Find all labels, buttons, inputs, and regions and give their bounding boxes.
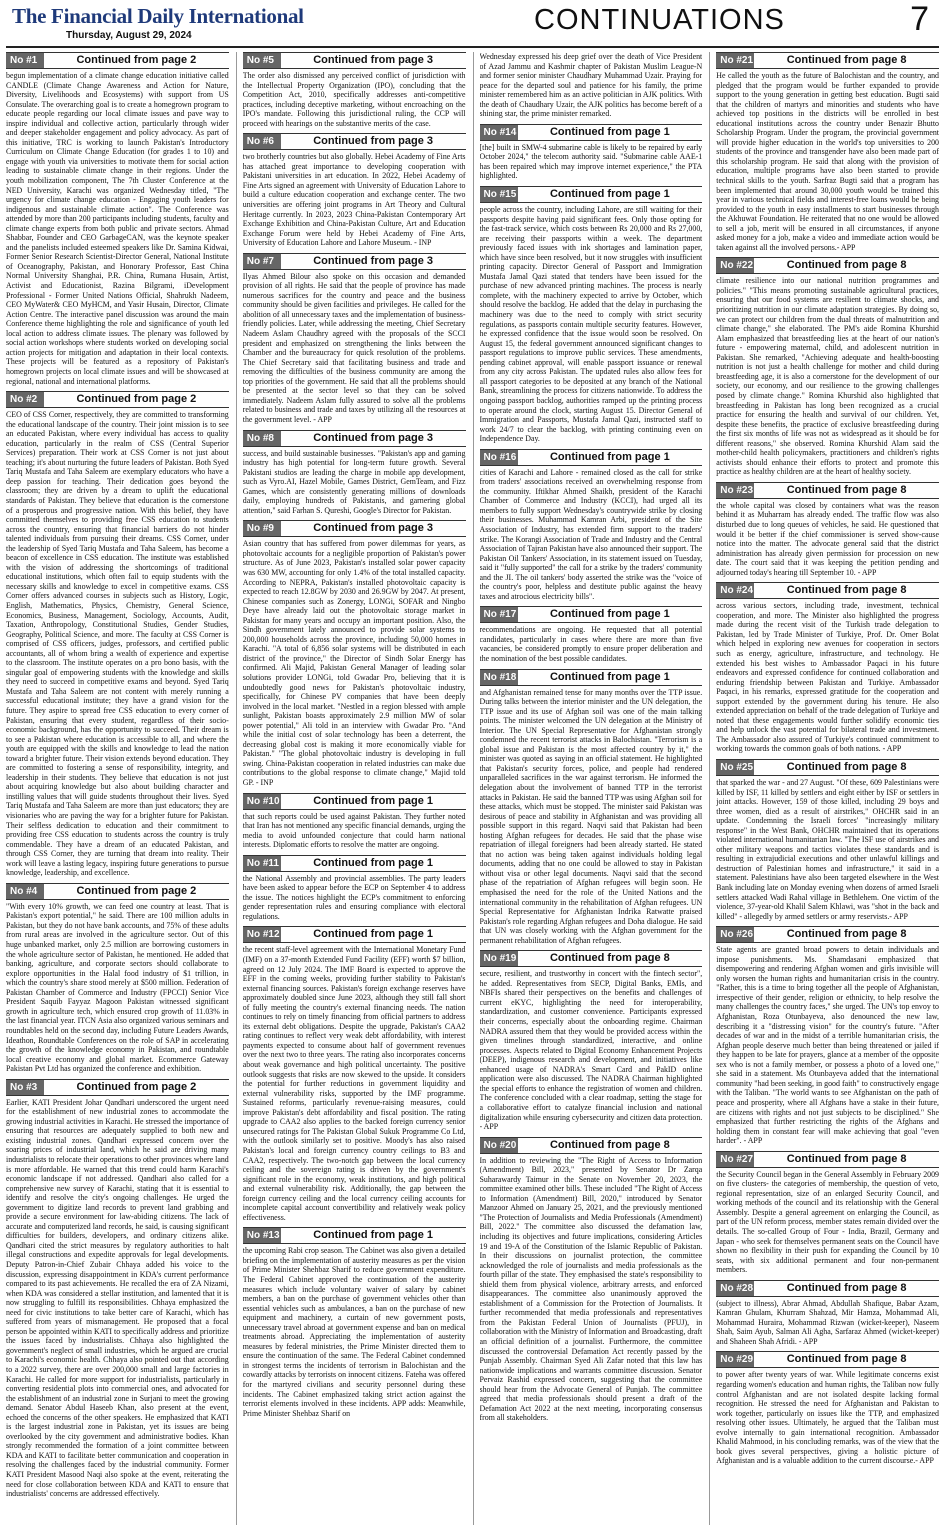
continuation-label: Continued from page 3 [313,254,434,267]
continued-article [243,133,466,247]
article-body: "With every 10% growth, we can feed one country at least. That is Pakistan's export potential," he said. There are 100 million adults in Pakistan, but they do not have bank accounts, and 75% of these adults from rural areas are involved in the agriculture sector. Out of this huge unbanked market, only 2.5 million are borrowing customers in the whole agriculture sector of Pakistan, he mentioned. He added that banking, agriculture, and corporate sectors should collaborate to explore opportunities in the Halal food industry of $1 trillion, in which the country's share stood merely at $500 million. Federation of Pakistan Chamber of Commerce and Industry (FPCCI) Senior Vice President Saquib Fayyaz Magoon Pakistan witnessed significant growth in agriculture tech, which ensured crop growth of 11.03% in the last financial year. ITCN Asia also organized various seminars and roundtables held on the second day, including Future Leaders Awards, Ideathon, Roundtable Conferences on the role of SAP in accelerating the growth of the knowledge economy in Pakistan, and roundtable local creative economy and global market. Ecommerce Gateway Pakistan Pvt Ltd has organized the conference and exhibition. [6,901,229,1074]
continuation-label: Continued from page 3 [313,135,434,148]
continuation-label: Continued from page 2 [76,393,197,406]
article-body: and Afghanistan remained tense for many months over the TTP issue. During talks between the interior minister and the UN delegation, the TTP issue and its use of Afghan soil was one of the main talking points. The minister welcomed the UN delegation at the Ministry of Interior. The UN Special Representative for Afghanistan strongly condemned the recent terrorist attacks in Balochistan. "Terrorism is a global issue and Pakistan is the most affected country by it," the minister was quoted as saying in an official statement. He highlighted that Pakistan's security forces, police, and people had rendered unparalleled sacrifices in the war against terrorism. He informed the delegation about the involvement of banned TTP in the terrorist attacks in Pakistan. He said the banned TTP was using Afghan soil for these attacks, which must be stopped. The minister said Pakistan was desirous of peace and stability in Afghanistan and was providing all possible support in this regard. Naqvi said that Pakistan had been hosting Afghan refugees for decades. He said that the phase wise repatriation of illegal foreigners had been already started. He stated that no action was being taken against individuals holding legal documents, adding that no one could be allowed to stay in Pakistan without visa or other legal documents. Naqvi said that the second phase of the repatriation of Afghan refugees will begin soon. He emphasised the need for the role of the United Nations and the international community in the rehabilitation of Afghan refugees. UN Special Representative for Afghanistan Indrika Ratwatte praised Pakistan's role regarding Afghan refugees and Doha dialogue. He said that UN was closely working with the Afghan government for the permanent rehabilitation of Afghan refugees. [479,687,703,945]
article-body: across various sectors, including trade, investment, technical cooperation, and more. The Minister also highlighted the progress made during the recent visit of the Turkish trade delegation to Pakistan, led by Trade Minister of Turkiye, Prof. Dr. Omer Bolat which helped in exploring new avenues for cooperation in sectors such as energy, agriculture, infrastructure, and technology. He extended his best wishes to Ambassador Paqaci in his future endeavors and expressed confidence for continued collaboration and enduring friendship between Pakistan and Turkiye. Ambassador Paqaci, in his remarks, expressed gratitude for the cooperation and support extended by the government during his tenure. He also extended appreciation on behalf of the trade delegation of Turkiye and noted that these engagements would further solidify economic ties and help unlock the vast potential for bilateral trade and investment. The Ambassador also assured of Turkiye's continued commitment to working towards the common goals of both nations. - APP [716,601,939,754]
continued-article [243,1227,466,1418]
continuation-header [243,430,466,447]
continuation-header [6,52,229,69]
continuation-label: Continued from page 1 [549,608,670,621]
continuation-label: Continued from page 3 [313,431,434,444]
continuation-header [6,883,229,900]
article-body: In addition to reviewing the "The Right of Access to Information (Amendment) Bill, 2023," presented by Senator Dr Zarqa Suharawardy Taimur in the Senate on November 20, 2023, the committee examined other bills. These included "The Right of Access to Information (Amendment) Bill, 2020," introduced by Senator Manzoor Ahmed on January 25, 2021, and the previously mentioned "The Protection of Journalists and Media Professionals (Amendment) Bill, 2022." The committee also discussed the defamation law, including its objectives and future implications, considering Articles 19 and 19-A of the Constitution of the Islamic Republic of Pakistan. In their discussions on journalist protection, the committee acknowledged the role of journalists and media professionals as the fourth pillar of the state. They emphasised the state's responsibility to shield them from physical violence, arbitrary arrests, and enforced disappearances. The committee also unanimously approved the establishment of a Commission for the Protection of Journalists. It further recommended that media professionals and representatives from the Pakistan Federal Union of Journalists (PFUJ), in collaboration with the Ministry of Information and Broadcasting, draft an official definition of a journalist. Furthermore, the committee discussed the controversial Defamation Act recently passed by the Punjab Assembly. Chairman Syed Ali Zafar noted that this law has nationwide implications and warrants committee discussion. Senator Pervaiz Rashid expressed concern, suggesting that the committee should hear from the Advocate General of Punjab. The committee agreed that media professionals should present a draft of the Defamation Act 2022 at the next meeting, incorporating consensus from all stakeholders. [479,1155,703,1423]
continuation-label: Continued from page 1 [549,450,670,463]
continuation-number: No #26 [716,927,754,942]
continuation-number: No #18 [480,670,518,685]
continuation-number: No #23 [716,483,754,498]
continued-article [480,124,703,181]
continuation-header [716,926,939,943]
continuation-number: No #24 [716,583,754,598]
continued-article [716,257,939,476]
continuation-label: Continued from page 3 [313,522,434,535]
continued-article [480,950,703,1131]
article-body: CEO of CSS Corner, respectively, they are committed to transforming the educational landscape of the country. Their joint mission is to see an educated Pakistan, where every individual has access to quality education, particularly in the realm of CSS (Central Superior Services) preparation. Their work at CSS Corner is not just about teaching; it's about nurturing the future leaders of Pakistan. Both Syed Tariq Mustafa and Taha Saleem are exemplary educators who have a deep passion for teaching. Their dedication goes beyond the classroom; they are driven by a dream to uplift the educational standards of Pakistan. They believe that education is the cornerstone of a prosperous and progressive nation. With this belief, they have committed themselves to providing free CSS education to students across the country, ensuring that financial barriers do not hinder talented individuals from pursuing their dreams. CSS Corner, under the leadership of Syed Tariq Mustafa and Taha Saleem, has become a beacon of excellence in CSS education. The institute was established with the vision of addressing the shortcomings of traditional educational institutions, which often fail to equip students with the necessary skills and knowledge to excel in competitive exams. CSS Corner offers advanced courses in subjects such as History, Logic, English, Mathematics, Physics, Chemistry, General Science, Economics, Business, Management, Sociology, Accounts, Audit, Taxation, Anthropology, Constitutional Studies, Gender Studies, Geography, Political Science, and more. The faculty at CSS Corner is comprised of CSS officers, judges, professors, and certified public accountants, all of whom bring a wealth of experience and expertise to the classroom. The institute operates on a pro bono basis, with the singular goal of empowering students with the knowledge and skills they need to succeed in competitive exams and beyond. Syed Tariq Mustafa and Taha Saleem are not content with merely running a successful educational institute; they have a grand vision for the future. They aspire to spread free CSS education to every corner of Pakistan, ensuring that every student, regardless of their socio-economic background, has the opportunity to succeed. Their dream is to see a Pakistan where education is accessible to all, and where the youth are equipped with the skills and knowledge to lead the nation toward a brighter future. Their vision extends beyond education. They are committed to fostering a sense of responsibility, integrity, and leadership in their students. They believe that education is not just about acquiring knowledge but also about building character and instilling values that will guide students throughout their lives. Syed Tariq Mustafa and Taha Saleem are more than just educators; they are visionaries who are paving the way for a brighter future for Pakistan. Their selfless dedication to education and their commitment to providing free CSS education to students across the country is truly commendable. They have a dream of an educated Pakistan, and through CSS Corner, they are turning that dream into reality. Their work will leave a lasting legacy, inspiring future generations to pursue knowledge, leadership, and excellence. [6,410,229,878]
continuation-header [243,926,466,943]
news-column [236,52,466,1525]
continued-article [6,52,229,386]
continuation-number: No #9 [243,521,281,536]
continuation-label: Continued from page 8 [786,1152,907,1165]
continuation-number: No #2 [6,392,44,407]
continuation-header [243,52,466,69]
continuation-label: Continued from page 2 [76,884,197,897]
continuation-number: No #3 [6,1080,44,1095]
article-body: the upcoming Rabi crop season. The Cabinet was also given a detailed briefing on the implementation of austerity measures as per the vision of Prime Minister Shehbaz Sharif to reduce government expenditure. The Federal Cabinet approved the continuation of the austerity measures which include voluntary waiver of salary by cabinet members, a ban on the purchase of government vehicles other than essential vehicles such as ambulances, a ban on the purchase of new equipment and machinery, a curtain of new government posts, unnecessary travel abroad at government expense and ban on medical treatments abroad. Appreciating the implementation of austerity measures by federal ministries, the Prime Minister directed them to ensure the continuation of the same. The Federal Cabinet condemned in strongest terms the incidents of terrorism in Balochistan and the cowardly attacks by terrorists on innocent citizens. Fateha was offered for the martyred civilians and security personnel during these incidents. The Cabinet emphasized taking strict action against the terrorist elements involved in these incidents. APP adds: Meanwhile, Prime Minister Shehbaz Sharif on [242,1246,466,1418]
continuation-header [716,482,939,499]
news-column [473,52,703,1525]
continued-article [716,1151,939,1275]
continued-article [480,449,703,602]
page-number: 7 [910,0,929,38]
article-body: (subject to illness), Abrar Ahmad, Abdullah Shafique, Babar Azam, Kamran Ghulam, Khurram Shahzad, Mir Hamza, Mohammad Ali, Mohammad Huraira, Mohammad Rizwan (wicket-keeper), Naseem Shah, Saim Ayub, Salman Ali Agha, Sarfaraz Ahmed (wicket-keeper) and Shaheen Shah Afridi. - APP [716,1298,939,1346]
continuation-label: Continued from page 3 [313,54,434,66]
continuation-label: Continued from page 8 [786,259,907,272]
continued-article [243,253,466,425]
article-body: people across the country, including Lahore, are still waiting for their passports despite having paid significant fees. Only those opting for the fast-track service, which costs between Rs 20,000 and Rs 27,000, are receiving their passports within a week. The department previously faced issues with ink shortages and lamination paper, which have since been resolved, but it now struggles with insufficient printing capacity. Director General of Passport and Immigration Mustafa Jamal Qazi stated that tenders have been issued for the purchase of new advanced printing machines. The process is nearly complete, with the machinery expected to arrive by October, which should resolve the backlog. He added that the delay in purchasing the machinery was due to the need to comply with strict security regulations, as passports contain multiple security features. However, he expressed confidence that the issue would soon be resolved. On August 15, the federal government announced significant changes to passport regulations to improve public services. These amendments, pending cabinet approval, will enable passport issuance or renewal from any city across Pakistan. The updated rules also allow fees for all passport categories to be deposited at any branch of the National Bank, streamlining the process for citizens nationwide. To address the ongoing passport backlog, authorities ramped up the printing process to operate around the clock, starting August 15. Director General of Immigration and Passports, Mustafa Jamal Qazi, instructed staff to work 24/7 to clear the backlog, with printing continuing even on Independence Day. [479,205,703,444]
continuation-label: Continued from page 1 [549,670,670,683]
continuation-header [480,669,703,686]
continued-article [480,606,703,663]
continuation-label: Continued from page 1 [549,125,670,138]
article-body: to power after twenty years of war. While legitimate concerns exist regarding women's education and human rights, the Taliban now fully control Afghanistan and are not isolated despite lacking formal recognition. He stressed the need for Afghanistan and Pakistan to work together, particularly on issues like the TTP, and emphasized resolving other issues. Ultimately, he argued that the Taliban must evolve internally to gain international recognition. Ambassador Khalid Mahmood, in his concluding remarks, was of the view that the book gives several perspectives, giving a holistic picture of Afghanistan and is a valuable addition to the current discourse.- APP [716,1370,939,1466]
continuation-number: No #15 [480,187,518,202]
continued-article [716,926,939,1145]
article-body: begun implementation of a climate change education initiative called CANDLE (Climate Change Awareness and Action for Nature, Diversity, Livelihoods and Ecosystems) with support from US Consulate. The overarching goal is to create a homegrown program to educate people regarding our local climate issues and pave way to inspire individual and collective action, particularly through wider and deeper stakeholder engagement and policy advocacy. As part of this initiative, TRC is working to launch Pakistan's Introductory Curriculum on Climate Change Education (for grades 1 to 10) and engage with youth via universities to motivate them for social action leading to sustainable climate change in their regions. Under the youth mobilization component, The 7th Cluster Conference at the NED University, Karachi was organized Wednesday titled, "The urgency for climate change education - Engaging youth leaders for indigenous and sustainable climate action". The Conference was attended by more than 200 participants including students, faculty and climate change experts from both public and private sectors. Ahmad Shabbar, Founder and CEO GarbageCAN, was the keynote speaker and the panelists included esteemed speakers like Dr. Samina Kidwai, Former Senior Research Scientist-Director General, National Institute of Oceanography, Pakistan, and Honorary Professor, East China Normal University Shanghai, P.R. China, Rumana Husain, Artist, Activist and Educationist, Razina Bilgrami, iDevelopment Professional - Former United Nations Official, Shahrukh Nadeem, CEO MyWater& CEO MyHCM, and Yasir Husain, Director, Climate Action Centre. The interactive panel discussion was around the main Conference theme highlighting the role and significance of youth led local action to address climate issues. The plenary was followed by social action workshops where students worked on developing social action projects for mitigation and adaptation in their local contexts. These projects will be featured as a repository of Pakistan's homegrown projects on local climate issues and will be showcased at regional, national and international platforms. [6,71,229,386]
continuation-number: No #6 [243,134,281,149]
continuation-header [6,391,229,408]
article-body: recommendations are ongoing. He requested that all potential candidates, particularly in cases where there are more than five vacancies, be considered promptly to ensure proper deliberation and the nomination of the best possible candidates. [479,625,703,663]
continued-article [243,520,466,787]
news-column [709,52,939,1525]
continuation-header [716,1280,939,1297]
continuation-number: No #13 [243,1228,281,1243]
continuation-header [480,186,703,203]
continuation-number: No #28 [716,1281,754,1296]
continued-article [243,430,466,516]
continuation-number: No #20 [480,1138,518,1153]
continuation-header [243,793,466,810]
continued-article [480,52,703,119]
continuation-label: Continued from page 2 [76,54,197,66]
article-body: the Security Council began in the General Assembly in February 2009 on five clusters- the categories of membership, the question of veto, regional representation, size of an enlarged Security Council, and working methods of the council and its relationship with the General Assembly. Despite a general agreement on enlarging the Council, as part of the UN reform process, member states remain divided over the details. The so-called Group of Four - India, Brazil, Germany and Japan - who seek for themselves permanent seats on the Council have shown no flexibility in their push for expanding the Council by 10 seats, with six additional permanent and four non-permanent members. [716,1169,939,1275]
paper-name: The Financial Daily International [12,4,304,28]
continuation-number: No #14 [480,125,518,140]
continuation-number: No #19 [480,951,518,966]
continuation-number: No #7 [243,254,281,269]
continuation-label: Continued from page 8 [786,1281,907,1294]
article-body: the National Assembly and provincial assemblies. The party leaders have been asked to appear before the ECP on September 4 to address the issue. The notices highlight the ECP's commitment to enforcing gender representation rules and ensuring compliance with electoral regulations. [242,873,466,921]
continuation-header [716,759,939,776]
masthead [6,0,939,48]
continuation-label: Continued from page 1 [313,856,434,869]
continuation-number: No #21 [716,53,754,68]
continued-article [243,52,466,128]
continued-article [6,883,229,1074]
continuation-label: Continued from page 1 [313,794,434,807]
article-body: that sparked the war - and 27 August. "Of these, 609 Palestinians were killed by ISF, 11 killed by settlers and eight either by ISF or settlers in joint attacks. However, 159 of those killed, including 29 boys and three women, died as a result of airstrikes," OHCHR said in an update. Condemning the Israeli forces' "increasingly military response" in the West Bank, OHCHR maintained that its operations violated international humanitarian law. "The ISF use of airstrikes and other military weapons and tactics violates these standards and is resulting in extrajudicial executions and other unlawful killings and destruction of Palestinian homes and infrastructure," it said in a statement. Palestinians have also been targeted elsewhere in the West Bank including late on Monday evening when dozens of armed Israeli settlers attacked Wadi Rahal village in Bethlehem. One victim of the violence, 37-year-old Khalil Salem Khlawi, was "shot in the back and killed" - allegedly by armed settlers or army reservists.- APP [716,778,939,921]
article-body: Asian country that has suffered from power dilemmas for years, as photovoltaic accounts for a negligible proportion of Pakistan's power structure. As of June 2023, Pakistan's installed solar power capacity was 630 MW, accounting for only 1.4% of the total installed capacity. According to NEPRA, Pakistan's installed photovoltaic capacity is expected to reach 12.8GW by 2030 and 26.9GW by 2047. At present, Chinese companies such as Zonergy, LONGi, SOFAR and Ningbo Deye have already laid out the photovoltaic storage market in Pakistan for many years and occupy an important position. Also, the Sindh government lately announced to provide solar systems to 200,000 households across the province, including 50,000 homes in Karachi. "A total of 6,856 solar systems will be distributed in each district of the province," the Director of Sindh Solar Energy has confirmed. Ali Majid, Pakistan General Manager of leading solar solutions provider LONGi, told Gwadar Pro, believing that it is undoubtedly good news for Pakistan's photovoltaic industry, specifically, for Chinese PV companies that have been deeply involved in the local market. "Nestled in a region blessed with ample sunlight, Pakistan boasts approximately 2.9 million MW of solar power potential," Ali told in an interview with Gwadar Pro. "And while the initial cost of solar technology has been a deterrent, the decreasing global cost is making it more economically viable for Pakistan." "The global photovoltaic industry is developing in full swing. China-Pakistan cooperation in related industries can make due contributions to the global response to climate change," Majid told GP. - INP [242,539,466,787]
continued-article [480,186,703,444]
continuation-header [716,1151,939,1168]
continued-article [716,759,939,921]
continued-article [716,1280,939,1347]
continuation-number: No #25 [716,760,754,775]
article-body: Earlier, KATI President Johar Qandhari underscored the urgent need for the establishment of new industrial zones to accommodate the growing industrial activities in Karachi. He stressed the importance of ensuring that resources are adequately supplied to both new and existing industrial zones. Qandhari expressed concern over the soaring prices of industrial land, which he said are driving many industrialists to relocate their operations to other provinces where land is more affordable. He warned that this trend could harm Karachi's economic landscape if not addressed. Qandhari also called for a comprehensive new survey of Karachi, stating that it is essential to identify and resolve the city's ongoing challenges. He urged the government to digitize land records to prevent land grabbing and provide a secure environment for law-abiding citizens. The lack of accurate and computerized land records, he said, is causing significant difficulties for builders, developers, and ordinary citizens alike. Qandhari cited the strict measures by regulatory authorities to halt illegal constructions and expedite approvals for legal developments. Deputy Patron-in-Chief Zubair Chhaya added his voice to the discussion, expressing disappointment in KDA's current performance compared to its past achievements. He recalled the era of ZA Nizami, when KDA was considered a stellar institution, and lamented that it is now struggling to fulfill its responsibilities. Chhaya emphasized the need for civic institutions to take better care of Karachi, which has suffered from years of mismanagement. He proposed that a focal person be appointed within KATI to specifically address and prioritize the issues faced by industrialists. Chhaya also highlighted the government's neglect of small industries, which he argued are crucial to Karachi's economic health. Chhaya also pointed out that according to a 2022 survey, there are over 200,000 small and large factories in Karachi. He called for more support for industrialists, particularly in converting residential plots into commercial ones, and advocated for the establishment of an industrial zone in Surjani to meet the growing demand. Senator Abdul Haseeb Khan, also present at the event, echoed the concerns of the other speakers. He emphasized that KATI is the largest industrial zone in Pakistan, yet its issues are being overlooked by the city government and administrative bodies. Khan strongly recommended the formation of a joint committee between KDA and KATI to facilitate better communication and cooperation in resolving the challenges faced by the industrial community. Former KATI President Masood Naqi also spoke at the event, reiterating the need for close collaboration between KDA and KATI to ensure that industrialists' concerns are addressed effectively. [6,1097,229,1499]
continued-article [716,582,939,754]
article-body: [the] built in SMW-4 submarine cable is likely to be repaired by early October 2024," the telecom authority said. "Submarine cable AAE-1 has been repaired which may improve internet experience," the PTA highlighted. [479,142,703,181]
continued-article [716,482,939,577]
continuation-label: Continued from page 8 [549,1138,670,1151]
continuation-header [243,520,466,537]
continued-article [480,669,703,946]
continuation-number: No #11 [243,856,281,871]
continued-article [6,391,229,878]
continuation-header [716,582,939,599]
article-columns [6,52,939,1525]
continued-article [716,52,939,252]
continuation-header [480,606,703,623]
continuation-number: No #4 [6,884,44,899]
article-body: cities of Karachi and Lahore - remained closed as the call for strike from traders' associations received an overwhelming response from the community. Iftikhar Ahmed Shaikh, president of the Karachi Chamber of Commerce and Industry (KCCI), had urged all its members to fully support Wednesday's countrywide strike by closing their businesses. Muhammad Kamran Arbi, president of the Site Association of Industry, has extended firm support to the traders' strike. The Korangi Association of Trade and Industry and the Central Association of Tajran Pakistan have also announced their support. The Pakistan Oil Tankers' Association, in its statement issued on Tuesday, said it "fully supported" the call for a strike by the traders' community and the JI. The oil tankers' body asserted the strike was the "voice of the country's poor, helpless and destitute public against the heavy taxes and atrocious electricity bills". [479,467,703,601]
continued-article [243,855,466,922]
continuation-header [243,133,466,150]
continuation-number: No #22 [716,258,754,273]
continuation-header [6,1079,229,1096]
continuation-label: Continued from page 2 [76,1080,197,1093]
continuation-label: Continued from page 1 [549,188,670,201]
article-body: two brotherly countries but also globally. Hebei Academy of Fine Arts has attached great importance to developing cooperation with Pakistani universities in art education. In 2022, Hebei Academy of Fine Arts signed an agreement with University of Education Lahore to build a culture education cooperation and exchange center. The two universities are offering joint programs in Art Theory and Cultural Heritage currently. In 2023, 2023 China-Pakistan Contemporary Art Exchange Exhibition and China-Pakistan Culture, Art and Education Exchange Forum were held by Hebei Academy of Fine Arts, University of Education Lahore and Lahore Museum. - INP [242,152,466,248]
continuation-number: No #1 [6,53,44,68]
continuation-header [480,449,703,466]
continuation-number: No #12 [243,927,281,942]
continuation-label: Continued from page 8 [786,54,907,66]
continuation-label: Continued from page 1 [313,1229,434,1242]
continuation-header [480,124,703,141]
continued-article [243,926,466,1222]
article-body: climate resilience into our national nutrition programmes and policies." "This means promoting sustainable agricultural practices, ensuring that our food systems are resilient to climate shocks, and prioritizing nutrition in our climate adaptation strategies. By doing so, we can protect our children from the dual threats of malnutrition and climate change," she elaborated. The PM's aide Romina Khurshid Alam emphasized that breastfeeding lies at the heart of our nation's future - empowering maternal, child, and adolescent nutrition in Pakistan. She remarked, "Achieving adequate and health-boosting nutrition is not just a health challenge for mother and child during breastfeeding age, it is also a cornerstone for the development of our society, our economy, and our resilience to the growing challenges posed by climate change." Romina Khurshid also highlighted that breastfeeding in Pakistan has long been recognized as a crucial practice for ensuring the health and survival of our children. Yet, despite these benefits, the practice of exclusive breastfeeding during the first six months of life was not as widespread as it should be for different reasons," she observed. Romina Khurshid Alam said the mother-child health policymakers, practitioners and children's rights activists should enhance their efforts to protect and promote this practice as healthy children are at the heart of healthy society. [716,276,939,477]
continuation-header [480,950,703,967]
continuation-number: No #8 [243,431,281,446]
continuation-number: No #17 [480,607,518,622]
continuation-header [243,1227,466,1244]
section-title: CONTINUATIONS [534,4,785,36]
continuation-label: Continued from page 8 [786,761,907,773]
article-body: Wednesday expressed his deep grief over the death of Vice President of Azad Jammu and Kashmir chapter of Pakistan Muslim League-N and former senior minister Chaudhary Muhammad Uzair. Praying for peace for the departed soul and patience for his family, the prime minister remembered him as an active politician in AJK politics. With the death of Chaudhary Uzair, the AJK politics has become bereft of a shining star, the prime minister remarked. [479,52,703,119]
issue-date: Thursday, August 29, 2024 [66,30,192,41]
continuation-number: No #16 [480,450,518,465]
article-body: State agents are granted broad powers to detain individuals and impose punishments. Ms. Shamdasani emphasized that disempowering and rendering Afghan women and girls invisible will only worsen the human rights and humanitarian crisis in the country. "Rather, this is a time to bring together all the people of Afghanistan, irrespective of their gender, religion or ethnicity, to help resolve the many challenges the country faces," she urged. The UN's top envoy to Afghanistan, Roza Otunbayeva, also denounced the new law, describing it a "distressing vision" for the country's future. "After decades of war and in the midst of a terrible humanitarian crisis, the Afghan people deserve much better than being threatened or jailed if they happen to be late for prayers, glance at a member of the opposite sex who is not a family member, or possess a photo of a loved one," she said in a statement. Ms Otunbayeva added that the international community "had been seeking, in good faith" to constructively engage with the Taliban. "The world wants to see Afghanistan on the path of peace and prosperity, where all Afghans have a stake in their future, are citizens with rights and not just subjects to be disciplined." She emphasized that further restricting the rights of the Afghans and holding them in constant fear will make achieving that goal "even harder". - APP [716,945,939,1146]
news-column [6,52,229,1525]
continuation-header [716,1351,939,1368]
article-body: the recent staff-level agreement with the International Monetary Fund (IMF) on a 37-month Extended Fund Facility (EFF) worth $7 billion, agreed on 12 July 2024. The IMF Board is expected to approve the EFF in the coming weeks, providing further stability to Pakistan's external financing sources. Pakistan's foreign exchange reserves have approximately doubled since June 2023, although they still fall short of fully meeting the country's external financing needs. The nation continues to rely on timely financing from official partners to address its external debt obligations. Despite the upgrade, Pakistan's CAA2 rating continues to reflect very weak debt affordability, with interest payments expected to consume about half of government revenues over the next two to three years. The rating also incorporates concerns about weak governance and high political uncertainty. The positive outlook suggests that risks are now skewed to the upside. It considers the potential for further reductions in government liquidity and external vulnerability risks, supported by the IMF programme. Sustained reforms, particularly revenue-raising measures, could improve Pakistan's debt affordability and fiscal position. The rating upgrade to CAA2 also applies to the backed foreign currency senior unsecured ratings for The Pakistan Global Sukuk Programme Co Ltd, with the outlook similarly set to positive. Moody's has also raised Pakistan's local and foreign currency country ceilings to B3 and CAA2, respectively. The two-notch gap between the local currency ceiling and the sovereign rating is driven by the government's significant role in the economy, weak institutions, and high political and external vulnerability risk. Additionally, the gap between the foreign currency ceiling and the local currency ceiling accounts for incomplete capital account convertibility and relatively weak policy effectiveness. [242,945,466,1222]
continued-article [480,1137,703,1423]
continuation-number: No #27 [716,1152,754,1167]
continued-article [6,1079,229,1499]
continuation-label: Continued from page 8 [786,1353,907,1366]
continued-article [243,793,466,850]
continuation-header [480,1137,703,1154]
article-body: the whole capital was closed by containers what was the reason behind it as Muharram has already ended. The traffic flow was also disturbed due to long queues of vehicles, he said. He questioned that would it be better if the chief commissioner is served show-cause notice into the matter. The advocate general said that the district administration has already given permission for procession on new date. The court said that it was keeping the petition pending and adjourned today's hearing till September 10. - APP [716,500,939,577]
continuation-header [716,52,939,69]
continuation-number: No #29 [716,1352,754,1367]
continuation-header [243,855,466,872]
article-body: secure, resilient, and trustworthy in concert with the fintech sector", he added. Representatives from SECP, Digital Banks, EMIs, and NBFIs shared their perspectives on the benefits and challenges of current eKYC, highlighting the need for interoperability, standardization, and customer convenience. Participants expressed their concerns, especially about the onboarding regime. Chairman NADRA assured them that they would be provided access within the given timelines through standardized, interactive, and online processes. Aspects related to Digital Economy Enhancement Projects (DEEP), indigenous research and development, and initiatives like enhanced usage of NADRA's Smart Card and PakID online application were also discussed. The NADRA Chairman highlighted the special efforts to enhance the registration of women and children. The conference concluded with a clear roadmap, setting the stage for a collaborative effort to catalyze financial inclusion and national digitalization while ensuring cybersecurity and citizen data protection. - APP [479,969,703,1132]
continued-article [716,1351,939,1465]
continuation-header [716,257,939,274]
article-body: He called the youth as the future of Balochistan and the country, and pledged that the program would be further expanded to provide support to the young generation in getting best education. Bugti said that the children of martyrs and minorities and students who have achieved top positions in the districts will be enrolled in best educational institutions across the country under Benazir Bhutto Scholarship Program. Under the program, the provincial government will provide higher education in the world's top universities to 200 students of the province and transgender have also been made part of this scholarship program. He said that along with the provision of education, multiple programs have also been started to provide technical skills to the youth. Sarfraz Bugti said that a program has been implemented that around 30,000 youth would be trained this year in various technical fields and interest-free loans would be being provided to the youth in easy installments to start businesses through the Akhuwat Foundation. He reiterated that no one would be allowed to sell a job, merit will be ensured in all circumstances, if anyone asked money for a job, make a video and immediate action would be taken against all the involved persons.- APP [716,71,939,252]
article-body: Ilyas Ahmed Bilour also spoke on this occasion and demanded provision of all rights. He said that the people of province has made numerous sacrifices for the country and peace and the business community should be given facilities and privileges. He called for the abolition of all unnecessary taxes and the implementation of business-friendly policies. Later, while addressing the meeting, Chief Secretary Nadeem Aslam Chaudhry agreed with the proposals of the SCCI president and emphasized on strengthening the links between the Chamber and the bureaucracy for quick resolution of the problems. The Chief Secretary said that facilitating business and trade and removing the difficulties of the business community are among the top priorities of the government. He said that all the problems should be presented at the sector level so that they can be solved immediately. Nadeem Aslam fully assured to solve all the problems related to business and trade and taxes by utilizing all the resources at the government level. - APP [242,271,466,424]
continuation-label: Continued from page 8 [549,952,670,965]
article-body: success, and build sustainable businesses. "Pakistan's app and gaming industry has high potential for long-term future growth. Several Pakistani studios are leading the charge in mobile app development, such as Vyro.AI, Hazel Mobile, Games District, GemTeam, and Fizz Games, which are consistently generating millions of downloads daily, employing hundreds of Pakistanis, and garnering global attention," said Farhan S. Qureshi, Google's Director for Pakistan. [242,448,466,515]
continuation-label: Continued from page 8 [786,483,907,496]
continuation-number: No #5 [243,53,281,68]
continuation-header [243,253,466,270]
article-body: that such reports could be used against Pakistan. They further noted that Iran has not mentioned any specific financial demands, urging the media to avoid unfounded conjecture that could harm national interests. Diplomatic efforts to resolve the matter are ongoing. [242,811,466,850]
article-body: The order also dismissed any perceived conflict of jurisdiction with the Intellectual Property Organization (IPO), concluding that the Competition Act, 2010, specifically addresses anti-competitive practices, including deceptive marketing, without encroaching on the IPO's mandate. Following this jurisdictional ruling, the CCP will proceed with hearings on the substantive merits of the case. [242,71,466,128]
continuation-label: Continued from page 1 [313,928,434,941]
continuation-label: Continued from page 8 [786,584,907,597]
continuation-label: Continued from page 8 [786,928,907,941]
continuation-number: No #10 [243,794,281,809]
